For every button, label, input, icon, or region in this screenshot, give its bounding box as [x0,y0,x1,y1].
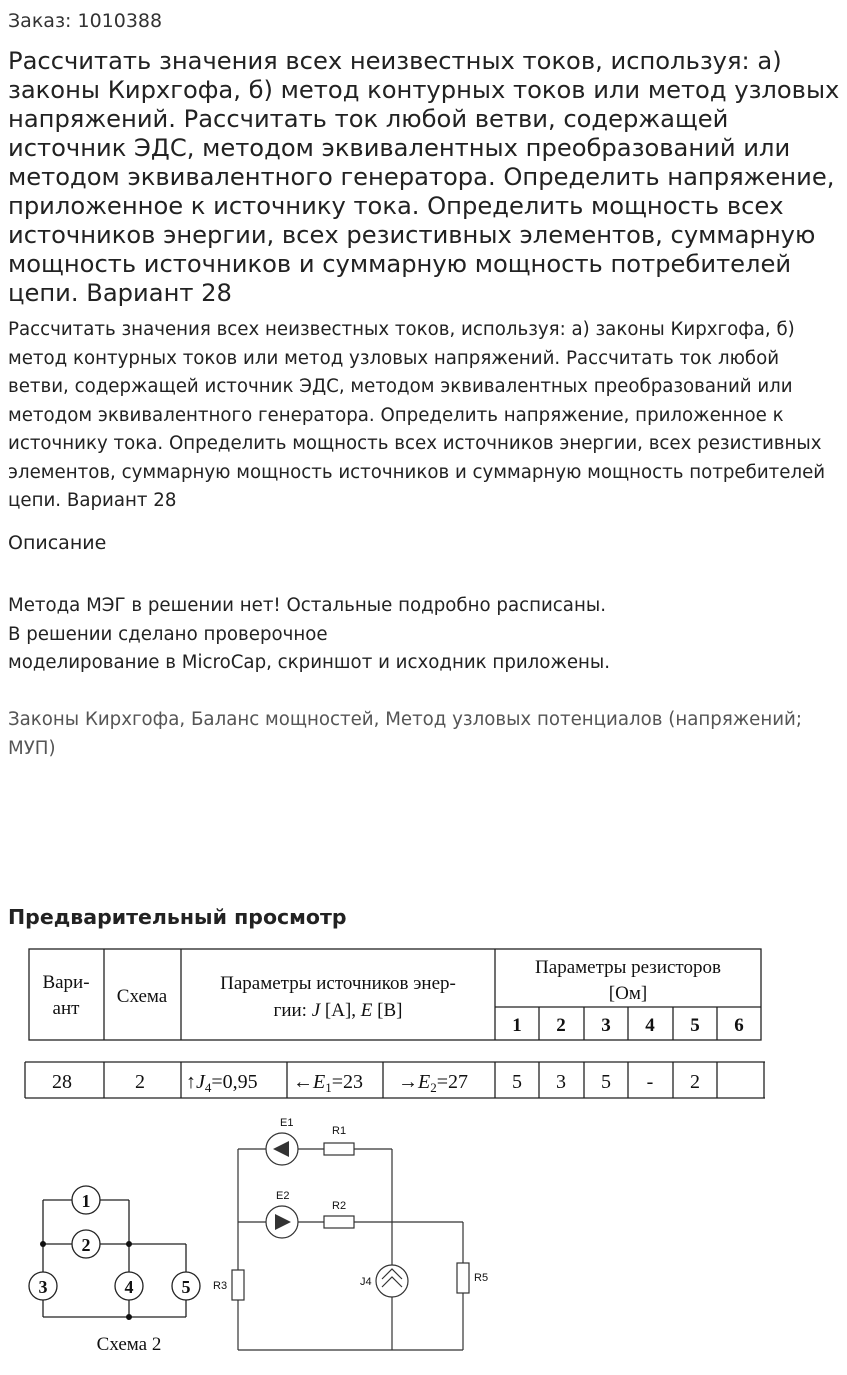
cell-scheme: 2 [135,1071,145,1093]
tag-link-power-balance[interactable]: Баланс мощностей [190,709,374,730]
tag-separator: , [373,709,386,730]
description-line: В решении сделано проверочное [8,623,328,645]
header-resistor-col: 1 [512,1015,522,1036]
graph-node-label: 1 [81,1191,91,1211]
order-number: Заказ: 1010388 [8,10,163,32]
scheme-graph [29,1186,200,1355]
description [8,592,838,678]
label-r5: R5 [474,1272,489,1284]
cell-variant: 28 [52,1071,72,1093]
label-r3: R3 [213,1280,228,1292]
cell-e1: $\leftarrow E_1=23$ [293,1071,363,1095]
header-resistor-col: 4 [645,1015,655,1036]
header-resistor-col: 6 [734,1015,744,1036]
header-sources-units: гии: J [А], E [В] [273,1000,403,1021]
tag-list [8,706,844,763]
e2-arrow-icon [275,1214,291,1230]
cell-e2: $\to E_2=27$ [398,1071,468,1095]
header-variant: ант [52,998,80,1019]
header-sources: Параметры источников энер- [220,973,456,994]
description-line: Метода МЭГ в решении нет! Остальные подробно расписаны. [8,595,606,616]
preview-image [0,940,847,1374]
cell-resistor-value: 2 [690,1071,700,1093]
label-e1: E1 [280,1117,294,1129]
header-resistor-col: 3 [601,1015,611,1036]
header-resistor-col: 2 [556,1015,566,1036]
tag-link-kirchhoff[interactable]: Законы Кирхгофа [8,709,180,730]
cell-resistor-value: 5 [512,1071,522,1093]
description-line: моделирование в MicroCap, скриншот и исходник приложены. [8,652,611,673]
cell-j4: $↑J_4=0,95$ [186,1071,258,1095]
task-text: Рассчитать значения всех неизвестных токов, используя: а) законы Кирхгофа, б) метод контурных токов или метод узловых напряжений. Рассчитать ток любой ветви, содержащей источник ЭДС, методом эквивалентных преобразований или методом эквивалентного генератора. Определить напряжение, приложенное к источнику тока. Определить мощность всех источников энергии, всех резистивных элементов, суммарную мощность источников и суммарную мощность потребителей цепи. Вариант 28 [8,319,826,511]
label-r2: R2 [332,1200,347,1212]
tag-link-nodal-method[interactable]: Метод узловых потенциалов (напряжений; МУП) [8,709,803,759]
graph-node-label: 5 [181,1277,191,1297]
graph-node-label: 2 [81,1235,91,1255]
header-scheme: Схема [116,986,168,1007]
header-resistors: Параметры резисторов [535,957,721,978]
header-resistors-unit: [Ом] [608,983,648,1004]
description-heading: Описание [8,532,107,554]
label-r1: R1 [332,1125,347,1137]
cell-resistor-value: - [646,1071,654,1093]
graph-caption: Схема 2 [96,1334,162,1355]
label-j4: J4 [360,1276,372,1288]
label-e2: E2 [276,1190,290,1202]
preview-heading: Предварительный просмотр [8,905,347,929]
header-variant: Вари- [42,972,90,993]
e1-arrow-icon [273,1141,289,1157]
cell-resistor-value: 5 [601,1071,611,1093]
page-title: Рассчитать значения всех неизвестных токов, используя: а) законы Кирхгофа, б) метод контурных токов или метод узловых напряжений. Рассчитать ток любой ветви, содержащей источник ЭДС, методом эквивалентных преобразований или методом эквивалентного генератора. Определить напряжение, приложенное к источнику тока. Определить мощность всех источников энергии, всех резистивных элементов, суммарную мощность источников и суммарную мощность потребителей цепи. Вариант 28 [8,47,840,307]
graph-node-label: 4 [124,1277,134,1297]
cell-resistor-value: 3 [556,1071,566,1093]
graph-node-label: 3 [38,1277,48,1297]
tag-separator: , [179,709,191,730]
circuit-diagram [213,1117,488,1350]
header-resistor-col: 5 [690,1015,700,1036]
